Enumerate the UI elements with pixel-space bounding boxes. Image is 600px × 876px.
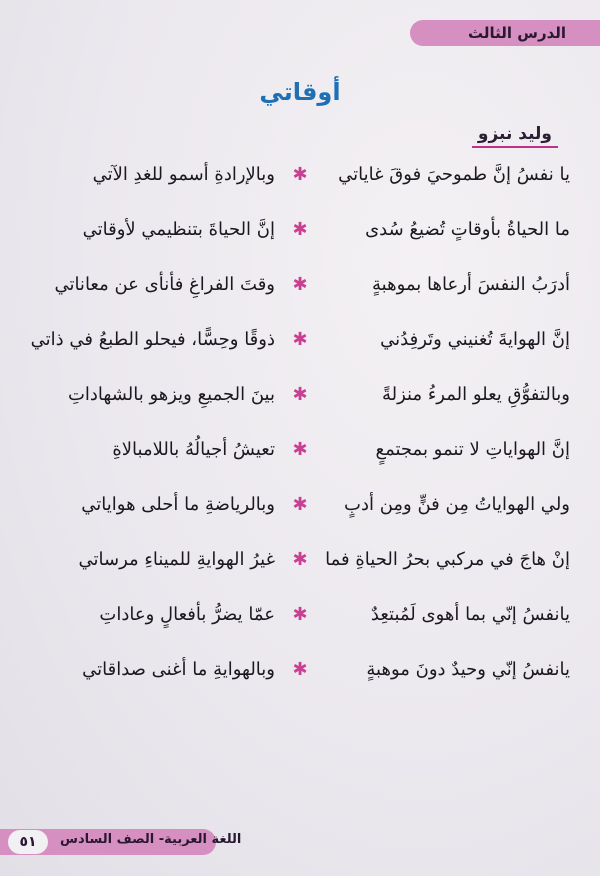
verse [30, 205, 570, 260]
verse-second-hemistich: وقتَ الفراغِ فأنأى عن معاناتي [54, 274, 275, 295]
verse-first-hemistich: يانفسُ إنّي وحيدٌ دونَ موهبةٍ [366, 659, 570, 680]
poem-verses [30, 150, 570, 700]
lesson-tab-label: الدرس الثالث [468, 24, 567, 42]
flower-separator-icon: ✱ [292, 659, 308, 680]
verse [30, 425, 570, 480]
verse-second-hemistich: وبالهوايةِ ما أغنى صداقاتي [82, 659, 275, 680]
verse-first-hemistich: يا نفسُ إنَّ طموحيَ فوقَ غاياتي [338, 164, 570, 185]
verse-second-hemistich: إنَّ الحياةَ بتنظيمي لأوقاتي [82, 219, 275, 240]
verse-second-hemistich: وبالإرادةِ أسمو للغدِ الآتي [92, 164, 275, 185]
flower-separator-icon: ✱ [292, 274, 308, 295]
verse-first-hemistich: إنْ هاجَ في مركبي بحرُ الحياةِ فما [325, 549, 570, 570]
verse-first-hemistich: يانفسُ إنّي بما أهوى لَمُبتعِدٌ [370, 604, 570, 625]
verse [30, 480, 570, 535]
footer-subject: اللغة العربية- الصف السادس [60, 832, 242, 847]
verse-first-hemistich: إنَّ الهواياتِ لا تنمو بمجتمعٍ [375, 439, 570, 460]
flower-separator-icon: ✱ [292, 604, 308, 625]
verse [30, 260, 570, 315]
verse-second-hemistich: بينَ الجميعِ ويزهو بالشهاداتِ [67, 384, 275, 405]
poem-title: أوقاتي [259, 78, 341, 106]
flower-separator-icon: ✱ [292, 329, 308, 350]
flower-separator-icon: ✱ [292, 439, 308, 460]
verse [30, 535, 570, 590]
flower-separator-icon: ✱ [292, 219, 308, 240]
flower-separator-icon: ✱ [292, 384, 308, 405]
verse-second-hemistich: تعيشُ أجيالُهُ باللامبالاةِ [112, 439, 275, 460]
verse-second-hemistich: وبالرياضةِ ما أحلى هواياتي [81, 494, 275, 515]
flower-separator-icon: ✱ [292, 494, 308, 515]
flower-separator-icon: ✱ [292, 164, 308, 185]
verse-second-hemistich: ذوقًا وحِسًّا، فيحلو الطبعُ في ذاتي [30, 329, 275, 350]
verse-first-hemistich: أدرَبُ النفسَ أرعاها بموهبةٍ [372, 274, 570, 295]
verse-first-hemistich: إنَّ الهوايةَ تُغنيني وتَرفِدُني [380, 329, 570, 350]
lesson-tab [410, 20, 600, 46]
verse-first-hemistich: ولي الهواياتُ مِن فنٍّ ومِن أدبٍ [344, 494, 570, 515]
poet-name: وليد نبزو [472, 124, 558, 148]
verse-first-hemistich: ما الحياةُ بأوقاتٍ تُضيعُ سُدى [365, 219, 570, 240]
flower-separator-icon: ✱ [292, 549, 308, 570]
verse [30, 370, 570, 425]
verse [30, 315, 570, 370]
verse [30, 590, 570, 645]
verse [30, 150, 570, 205]
page-number: ٥١ [8, 830, 48, 854]
verse-second-hemistich: عمّا يضرُّ بأفعالٍ وعاداتِ [99, 604, 275, 625]
verse-second-hemistich: غيرُ الهوايةِ للميناءِ مرساتي [78, 549, 275, 570]
verse-first-hemistich: وبالتفوُّقِ يعلو المرءُ منزلةً [381, 384, 570, 405]
verse [30, 645, 570, 700]
